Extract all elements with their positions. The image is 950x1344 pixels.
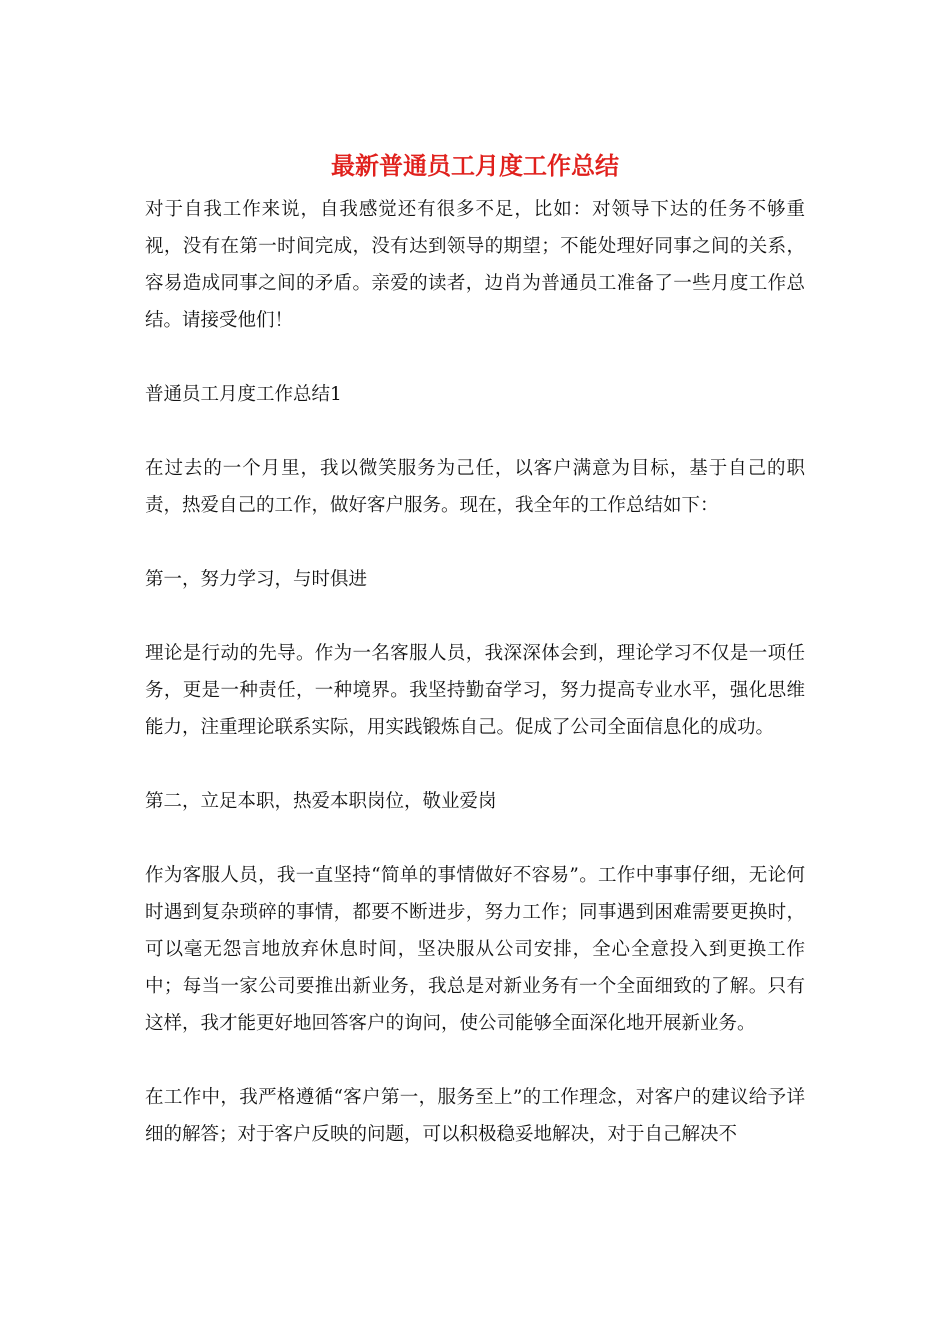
section-heading-1: 普通员工月度工作总结1 (145, 384, 342, 405)
intro-paragraph: 对于自我工作来说，自我感觉还有很多不足，比如：对领导下达的任务不够重视，没有在第一时间完成，没有达到领导的期望；不能处理好同事之间的关系，容易造成同事之间的矛盾。亲爱的读者，边肖为普通员工准备了一些月度工作总结。请接受他们！ (145, 199, 805, 331)
point-two-paragraph: 作为客服人员，我一直坚持“简单的事情做好不容易”。工作中事事仔细，无论何时遇到复杂琐碎的事情，都要不断进步，努力工作；同事遇到困难需要更换时，可以毫无怨言地放弃休息时间，坚决服从公司安排，全心全意投入到更换工作中；每当一家公司要推出新业务，我总是对新业务有一个全面细致的了解。只有这样，我才能更好地回答客户的询问，使公司能够全面深化地开展新业务。 (145, 865, 805, 1034)
document-body (145, 191, 805, 1190)
opening-paragraph: 在过去的一个月里，我以微笑服务为己任，以客户满意为目标，基于自己的职责，热爱自己的工作，做好客户服务。现在，我全年的工作总结如下： (145, 458, 805, 516)
service-paragraph: 在工作中，我严格遵循“客户第一，服务至上”的工作理念，对客户的建议给予详细的解答；对于客户反映的问题，可以积极稳妥地解决，对于自己解决不 (145, 1087, 805, 1145)
point-one-heading: 第一，努力学习，与时俱进 (145, 569, 368, 590)
point-one-paragraph: 理论是行动的先导。作为一名客服人员，我深深体会到，理论学习不仅是一项任务，更是一种责任，一种境界。我坚持勤奋学习，努力提高专业水平，强化思维能力，注重理论联系实际，用实践锻炼自己。促成了公司全面信息化的成功。 (145, 643, 805, 738)
point-two-heading: 第二，立足本职，热爱本职岗位，敬业爱岗 (145, 791, 497, 812)
document-title: 最新普通员工月度工作总结 (331, 151, 619, 180)
